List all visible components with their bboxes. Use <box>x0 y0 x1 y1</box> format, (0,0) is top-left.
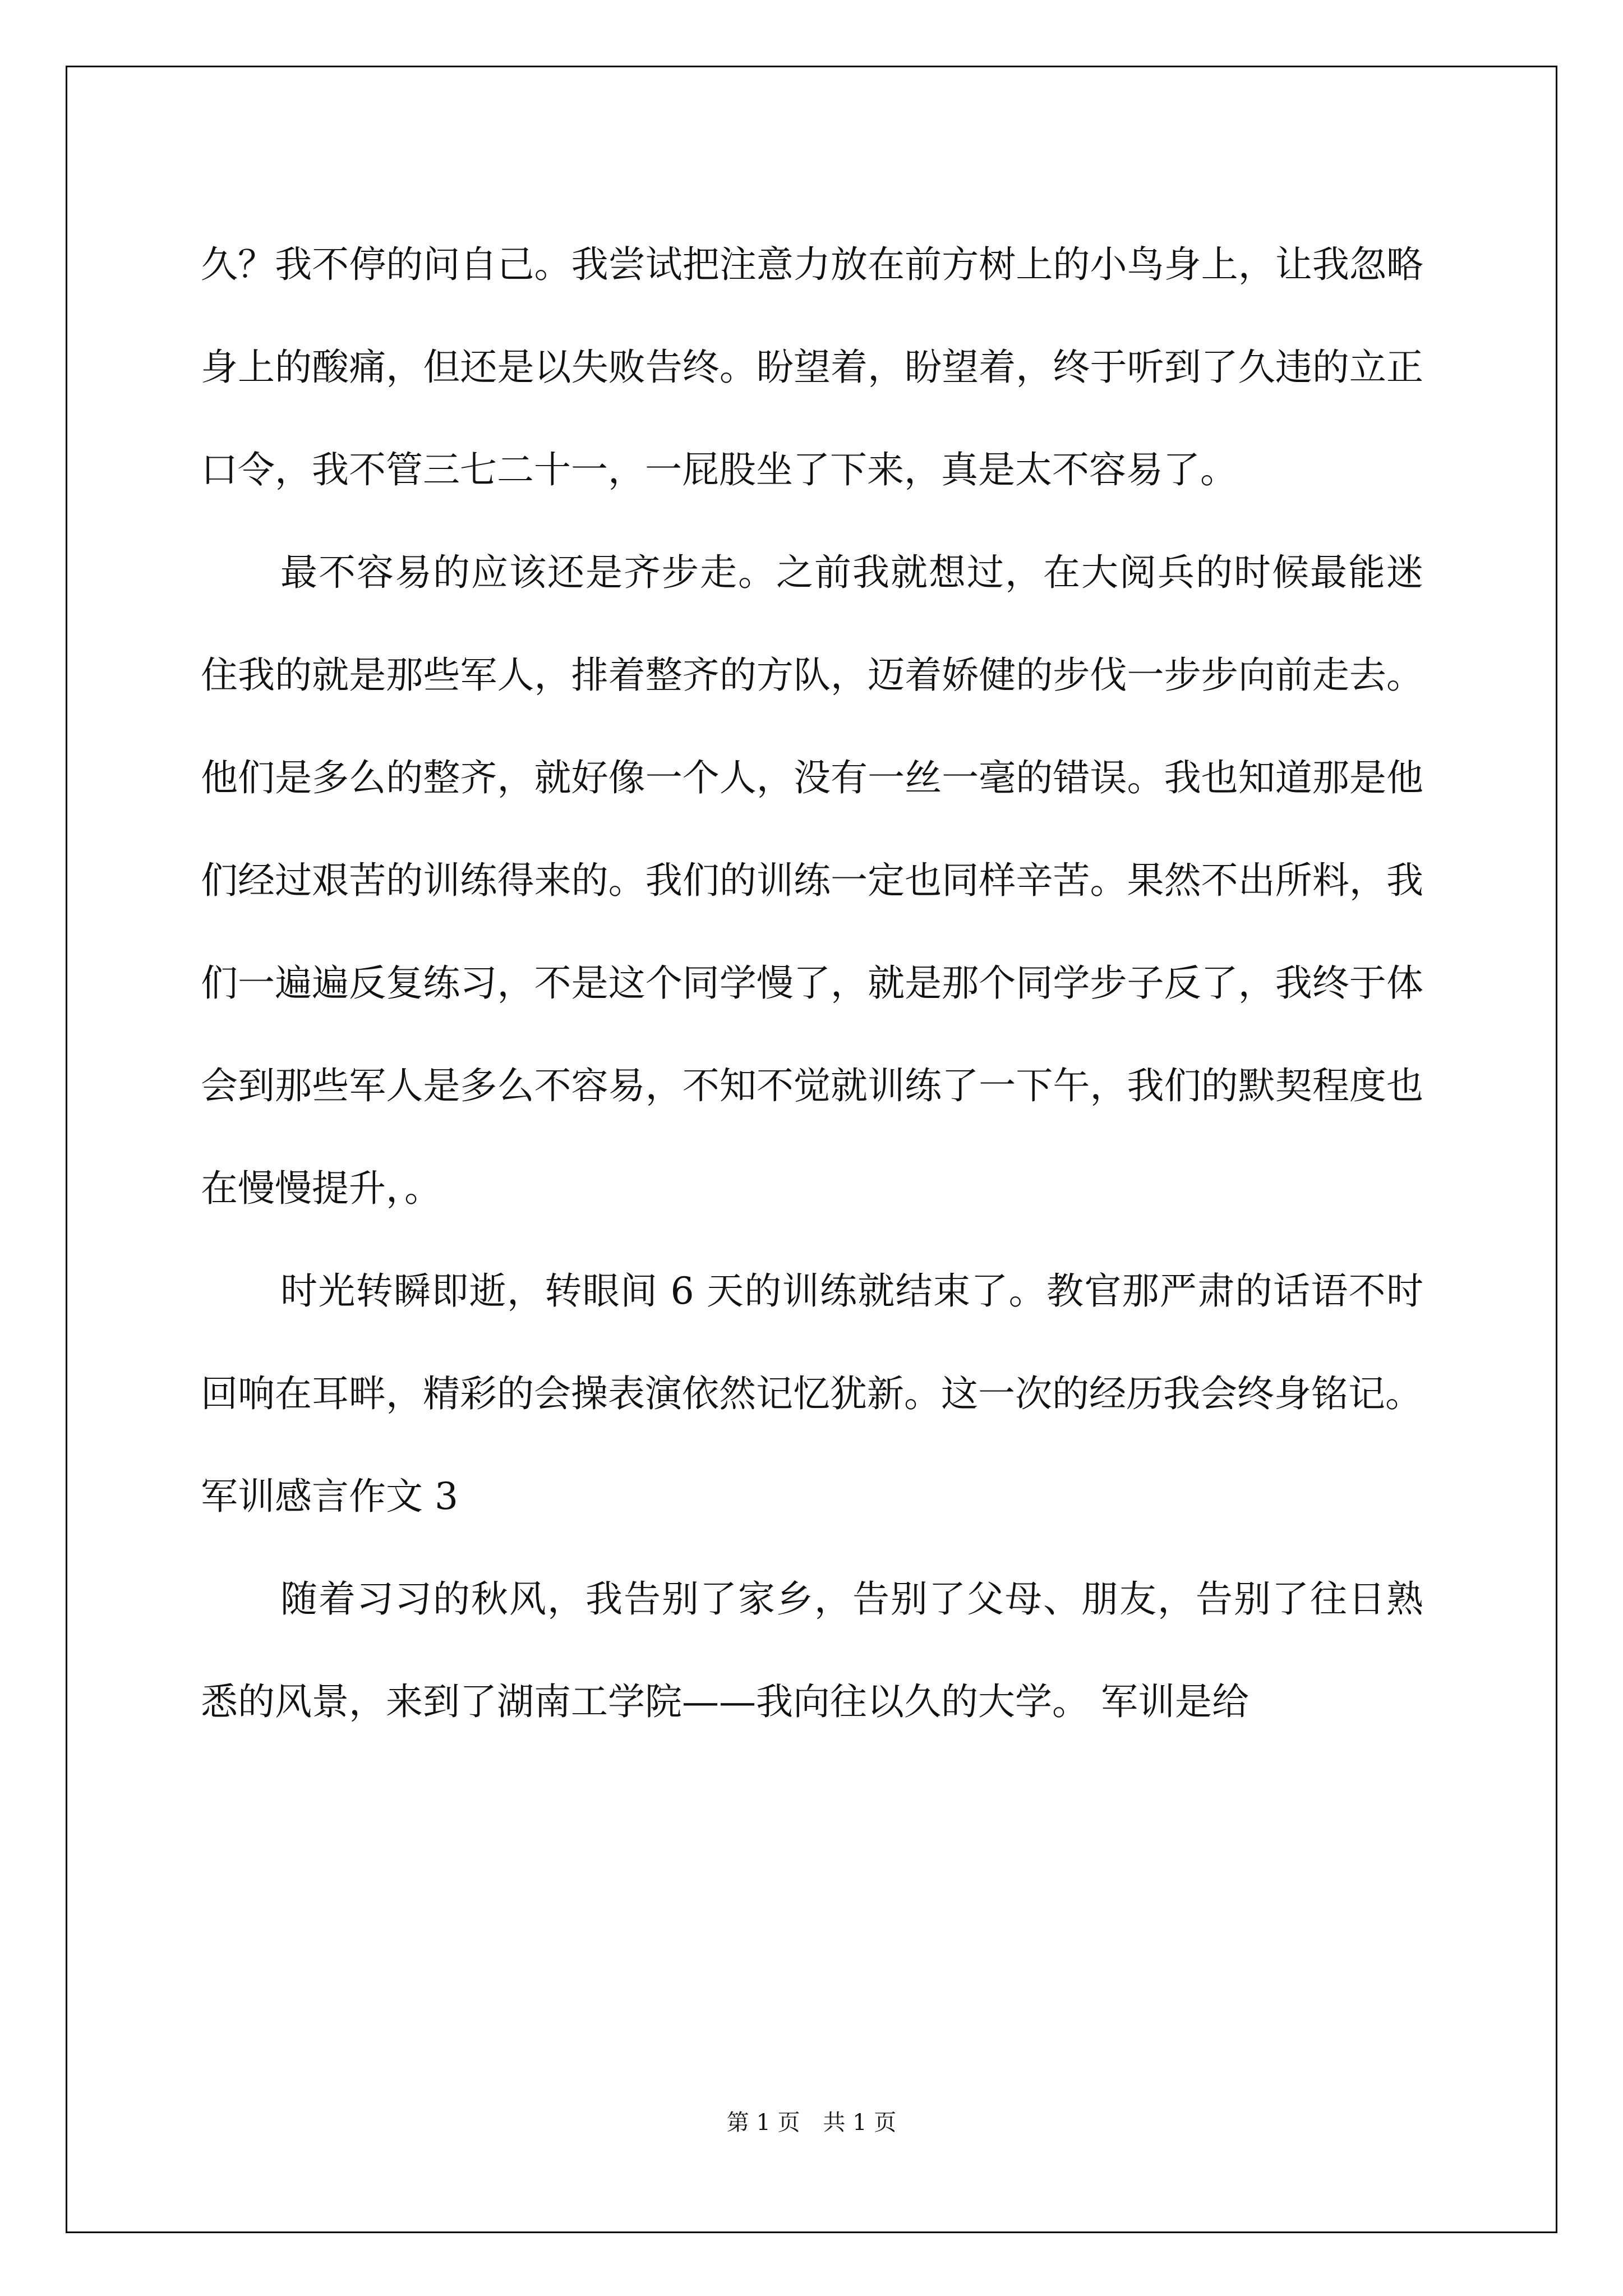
paragraph-continuation: 久？我不停的问自己。我尝试把注意力放在前方树上的小鸟身上，让我忽略身上的酸痛，但还是以失败告终。盼望着，盼望着，终于听到了久违的立正口令，我不管三七二十一，一屁股坐了下来，真是太不容易了。 <box>201 243 1423 491</box>
paragraph-marching: 最不容易的应该还是齐步走。之前我就想过，在大阅兵的时候最能迷住我的就是那些军人，排着整齐的方队，迈着娇健的步伐一步步向前走去。他们是多么的整齐，就好像一个人，没有一丝一毫的错误。我也知道那是他们经过艰苦的训练得来的。我们的训练一定也同样辛苦。果然不出所料，我们一遍遍反复练习，不是这个同学慢了，就是那个同学步子反了，我终于体会到那些军人是多么不容易，不知不觉就训练了一下午，我们的默契程度也在慢慢提升，。 <box>201 551 1423 1210</box>
page-footer <box>0 2105 1623 2137</box>
paragraph-conclusion: 时光转瞬即逝，转眼间 6 天的训练就结束了。教官那严肃的话语不时回响在耳畔，精彩的会操表演依然记忆犹新。这一次的经历我会终身铭记。 <box>201 1269 1423 1415</box>
document-body <box>201 213 1423 1753</box>
paragraph-essay-3-intro: 随着习习的秋风，我告别了家乡，告别了父母、朋友，告别了往日熟悉的风景，来到了湖南工学院——我向往以久的大学。 军训是给 <box>201 1577 1423 1723</box>
section-heading: 军训感言作文 3 <box>201 1475 458 1518</box>
page-total: 共 1 页 <box>823 2110 897 2136</box>
page-number: 第 1 页 <box>726 2110 800 2136</box>
